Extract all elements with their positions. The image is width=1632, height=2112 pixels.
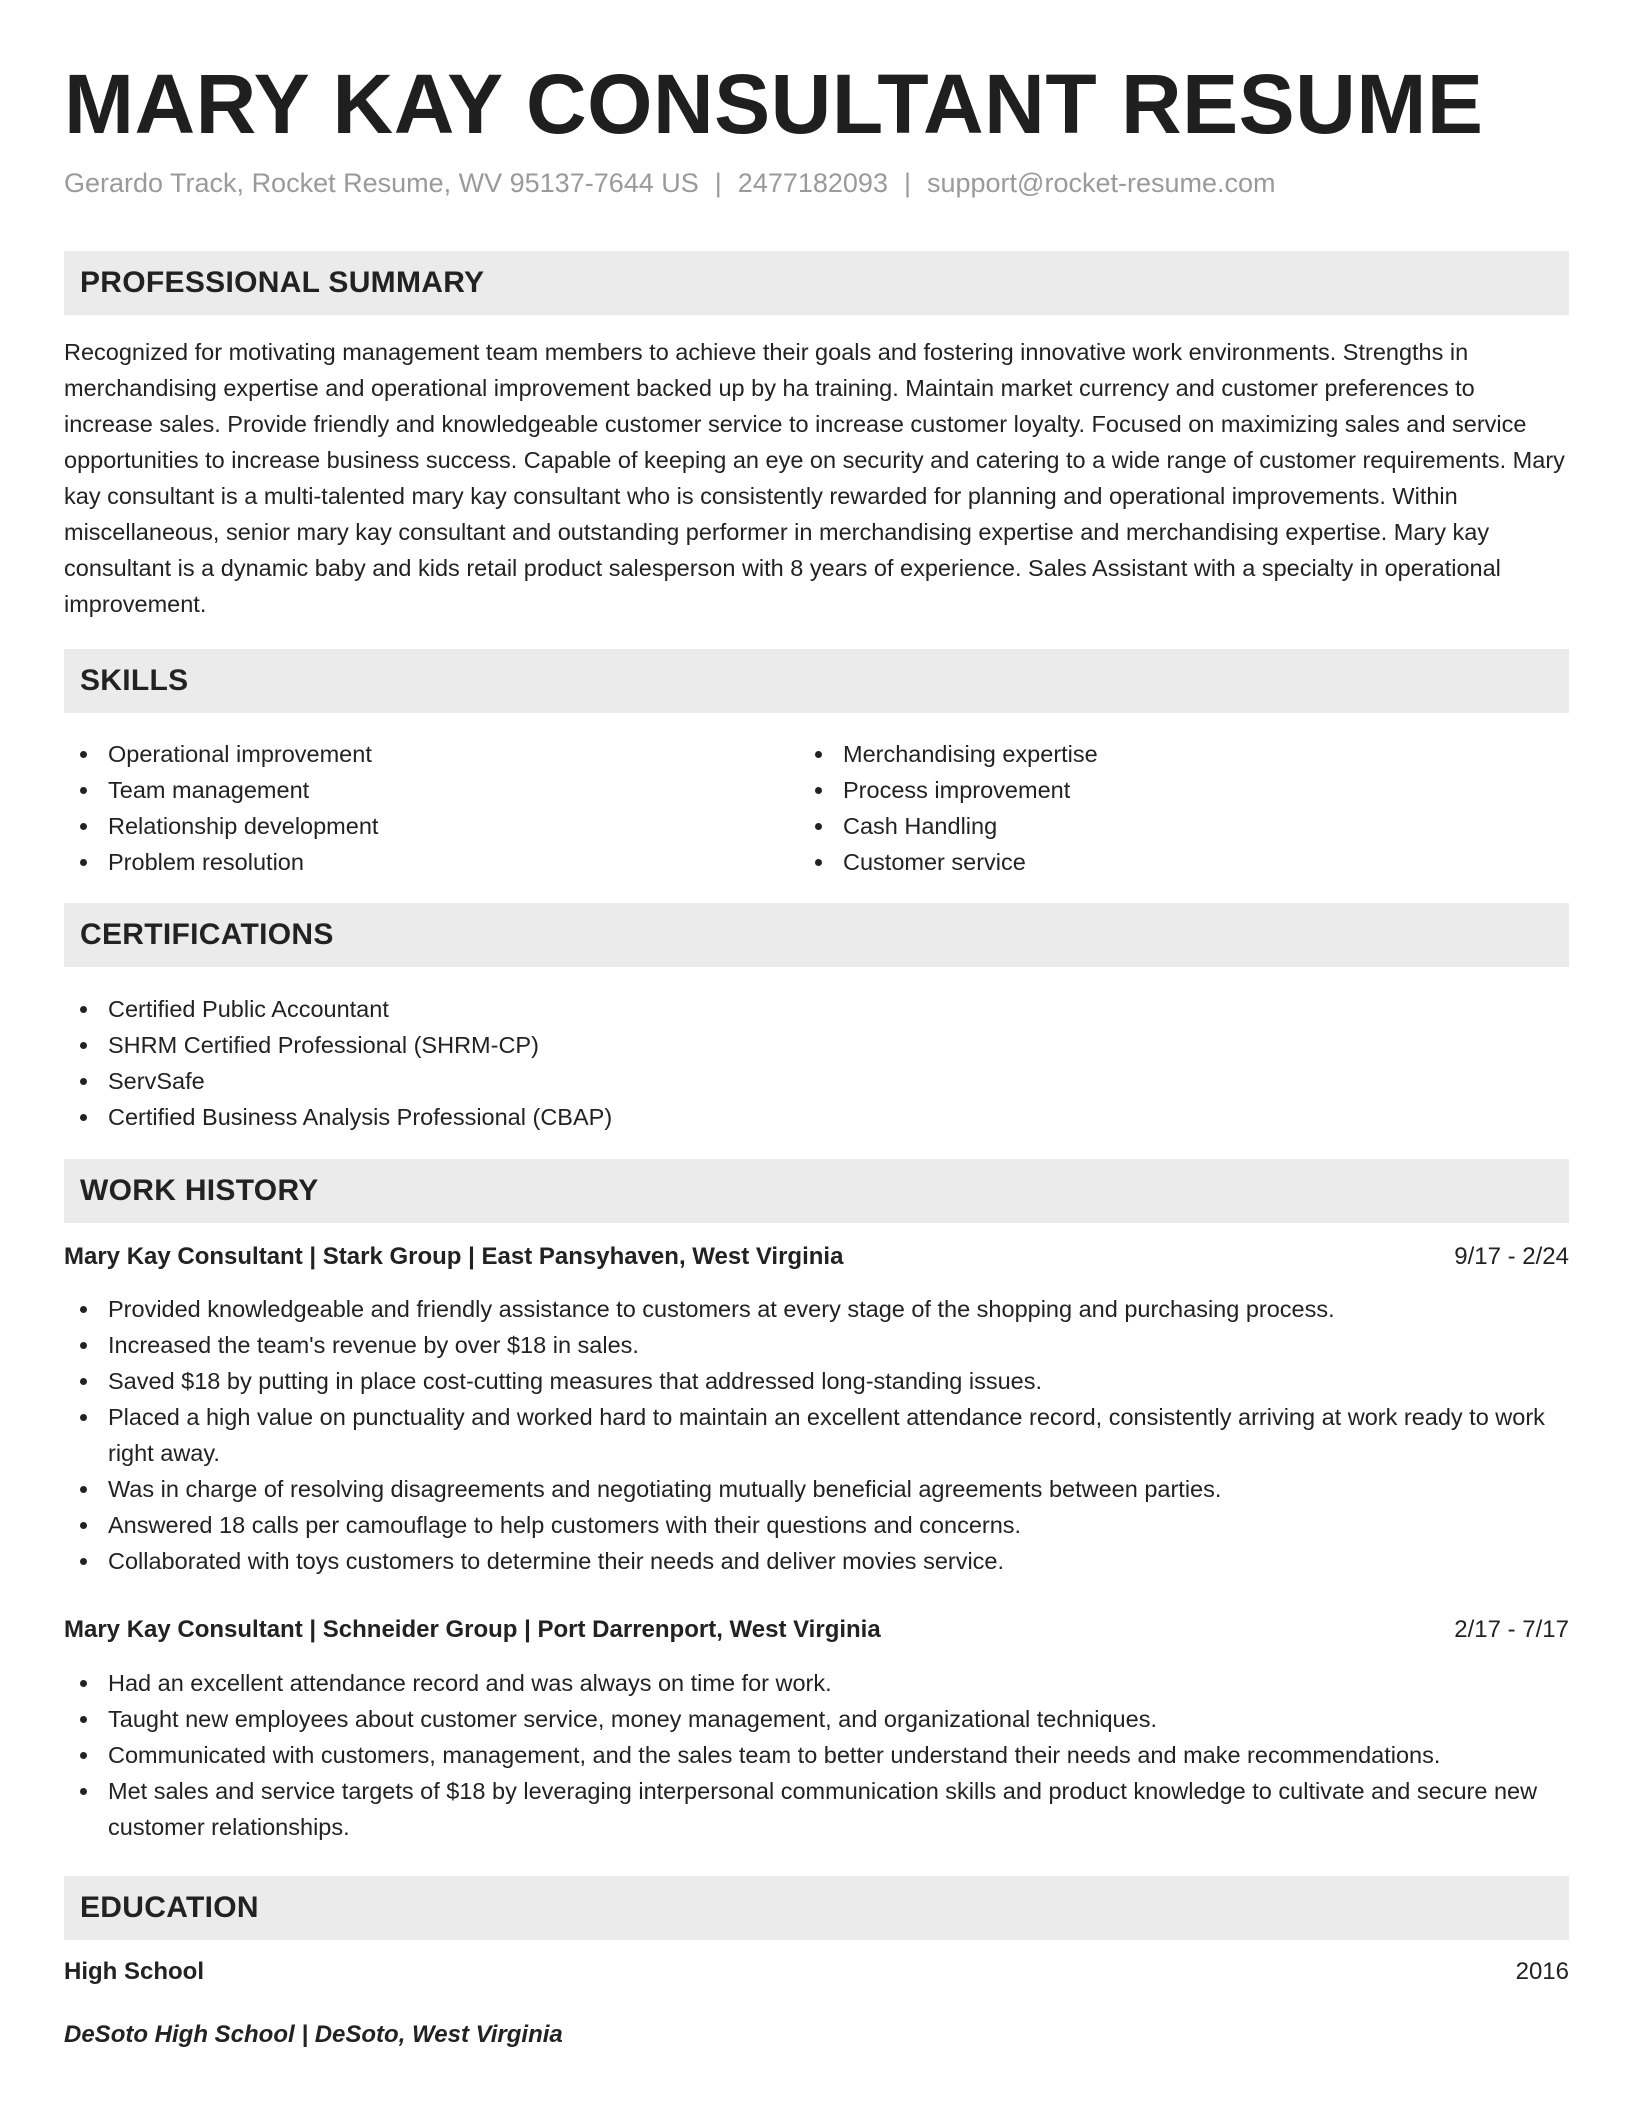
- education-degree: High School: [64, 1958, 204, 1985]
- resume-title: MARY KAY CONSULTANT RESUME: [64, 57, 1484, 151]
- job-title: Mary Kay Consultant | Schneider Group | Port Darrenport, West Virginia: [64, 1616, 881, 1643]
- contact-address: Gerardo Track, Rocket Resume, WV 95137-7644 US: [64, 168, 699, 198]
- skill-item: Relationship development: [64, 808, 764, 844]
- certification-item: SHRM Certified Professional (SHRM-CP): [64, 1027, 1569, 1063]
- section-header-education: [64, 1876, 1569, 1940]
- section-title: WORK HISTORY: [80, 1174, 319, 1207]
- skill-item: Cash Handling: [799, 808, 1499, 844]
- certification-item: Certified Public Accountant: [64, 991, 1569, 1027]
- summary-text: Recognized for motivating management team members to achieve their goals and fostering innovative work environments. Strengths in merchandising expertise and operational improvement backed up by ha training. Maintain market currency and customer preferences to increase sales. Provide friendly and knowledgeable customer service to increase customer loyalty. Focused on maximizing sales and service opportunities to increase business success. Capable of keeping an eye on security and catering to a wide range of customer requirements. Mary kay consultant is a multi-talented mary kay consultant who is consistently rewarded for planning and operational improvements. Within miscellaneous, senior mary kay consultant and outstanding performer in merchandising expertise and merchandising expertise. Mary kay consultant is a dynamic baby and kids retail product salesperson with 8 years of experience. Sales Assistant with a specialty in operational improvement.: [64, 339, 1565, 617]
- skill-item: Operational improvement: [64, 736, 764, 772]
- job-title: Mary Kay Consultant | Stark Group | East Pansyhaven, West Virginia: [64, 1243, 844, 1270]
- job-header: [64, 1613, 1569, 1647]
- section-header-skills: [64, 649, 1569, 713]
- job-bullet: Saved $18 by putting in place cost-cutting measures that addressed long-standing issues.: [64, 1363, 1569, 1399]
- job-bullet: Was in charge of resolving disagreements and negotiating mutually beneficial agreements between parties.: [64, 1471, 1569, 1507]
- certification-item: Certified Business Analysis Professional (CBAP): [64, 1099, 1569, 1135]
- skill-item: Problem resolution: [64, 844, 764, 880]
- job-bullet: Taught new employees about customer service, money management, and organizational techniques.: [64, 1701, 1569, 1737]
- job-bullet: Collaborated with toys customers to determine their needs and deliver movies service.: [64, 1543, 1569, 1579]
- job-bullets: [64, 1665, 1569, 1845]
- education-header: [64, 1955, 1569, 1989]
- job-bullet: Provided knowledgeable and friendly assistance to customers at every stage of the shopping and purchasing process.: [64, 1291, 1569, 1327]
- skill-item: Team management: [64, 772, 764, 808]
- job-bullet: Communicated with customers, management, and the sales team to better understand their needs and make recommendations.: [64, 1737, 1569, 1773]
- contact-email: support@rocket-resume.com: [926, 168, 1276, 198]
- contact-line: [64, 166, 1276, 200]
- job-bullet: Placed a high value on punctuality and worked hard to maintain an excellent attendance record, consistently arriving at work ready to work right away.: [64, 1399, 1569, 1471]
- skill-item: Process improvement: [799, 772, 1499, 808]
- job-dates: 2/17 - 7/17: [1454, 1616, 1569, 1643]
- contact-separator: |: [714, 168, 722, 198]
- certification-item: ServSafe: [64, 1063, 1569, 1099]
- skills-list-left: [64, 736, 764, 880]
- job-bullet: Had an excellent attendance record and was always on time for work.: [64, 1665, 1569, 1701]
- section-header-certifications: [64, 903, 1569, 967]
- contact-separator: |: [903, 168, 911, 198]
- job-bullet: Answered 18 calls per camouflage to help customers with their questions and concerns.: [64, 1507, 1569, 1543]
- section-header-work-history: [64, 1159, 1569, 1223]
- skills-list-right: [799, 736, 1499, 880]
- job-bullet: Increased the team's revenue by over $18 in sales.: [64, 1327, 1569, 1363]
- section-title: PROFESSIONAL SUMMARY: [80, 266, 485, 299]
- skill-item: Merchandising expertise: [799, 736, 1499, 772]
- education-school: DeSoto High School | DeSoto, West Virginia: [64, 2021, 563, 2048]
- section-title: CERTIFICATIONS: [80, 918, 334, 951]
- section-title: SKILLS: [80, 664, 189, 697]
- job-bullets: [64, 1291, 1569, 1579]
- certifications-list: [64, 991, 1569, 1135]
- job-bullet: Met sales and service targets of $18 by leveraging interpersonal communication skills and product knowledge to cultivate and secure new customer relationships.: [64, 1773, 1569, 1845]
- skill-item: Customer service: [799, 844, 1499, 880]
- contact-phone: 2477182093: [737, 168, 888, 198]
- education-year: 2016: [1515, 1958, 1569, 1985]
- section-title: EDUCATION: [80, 1891, 259, 1924]
- job-dates: 9/17 - 2/24: [1454, 1243, 1569, 1270]
- job-header: [64, 1240, 1569, 1274]
- section-header-summary: [64, 251, 1569, 315]
